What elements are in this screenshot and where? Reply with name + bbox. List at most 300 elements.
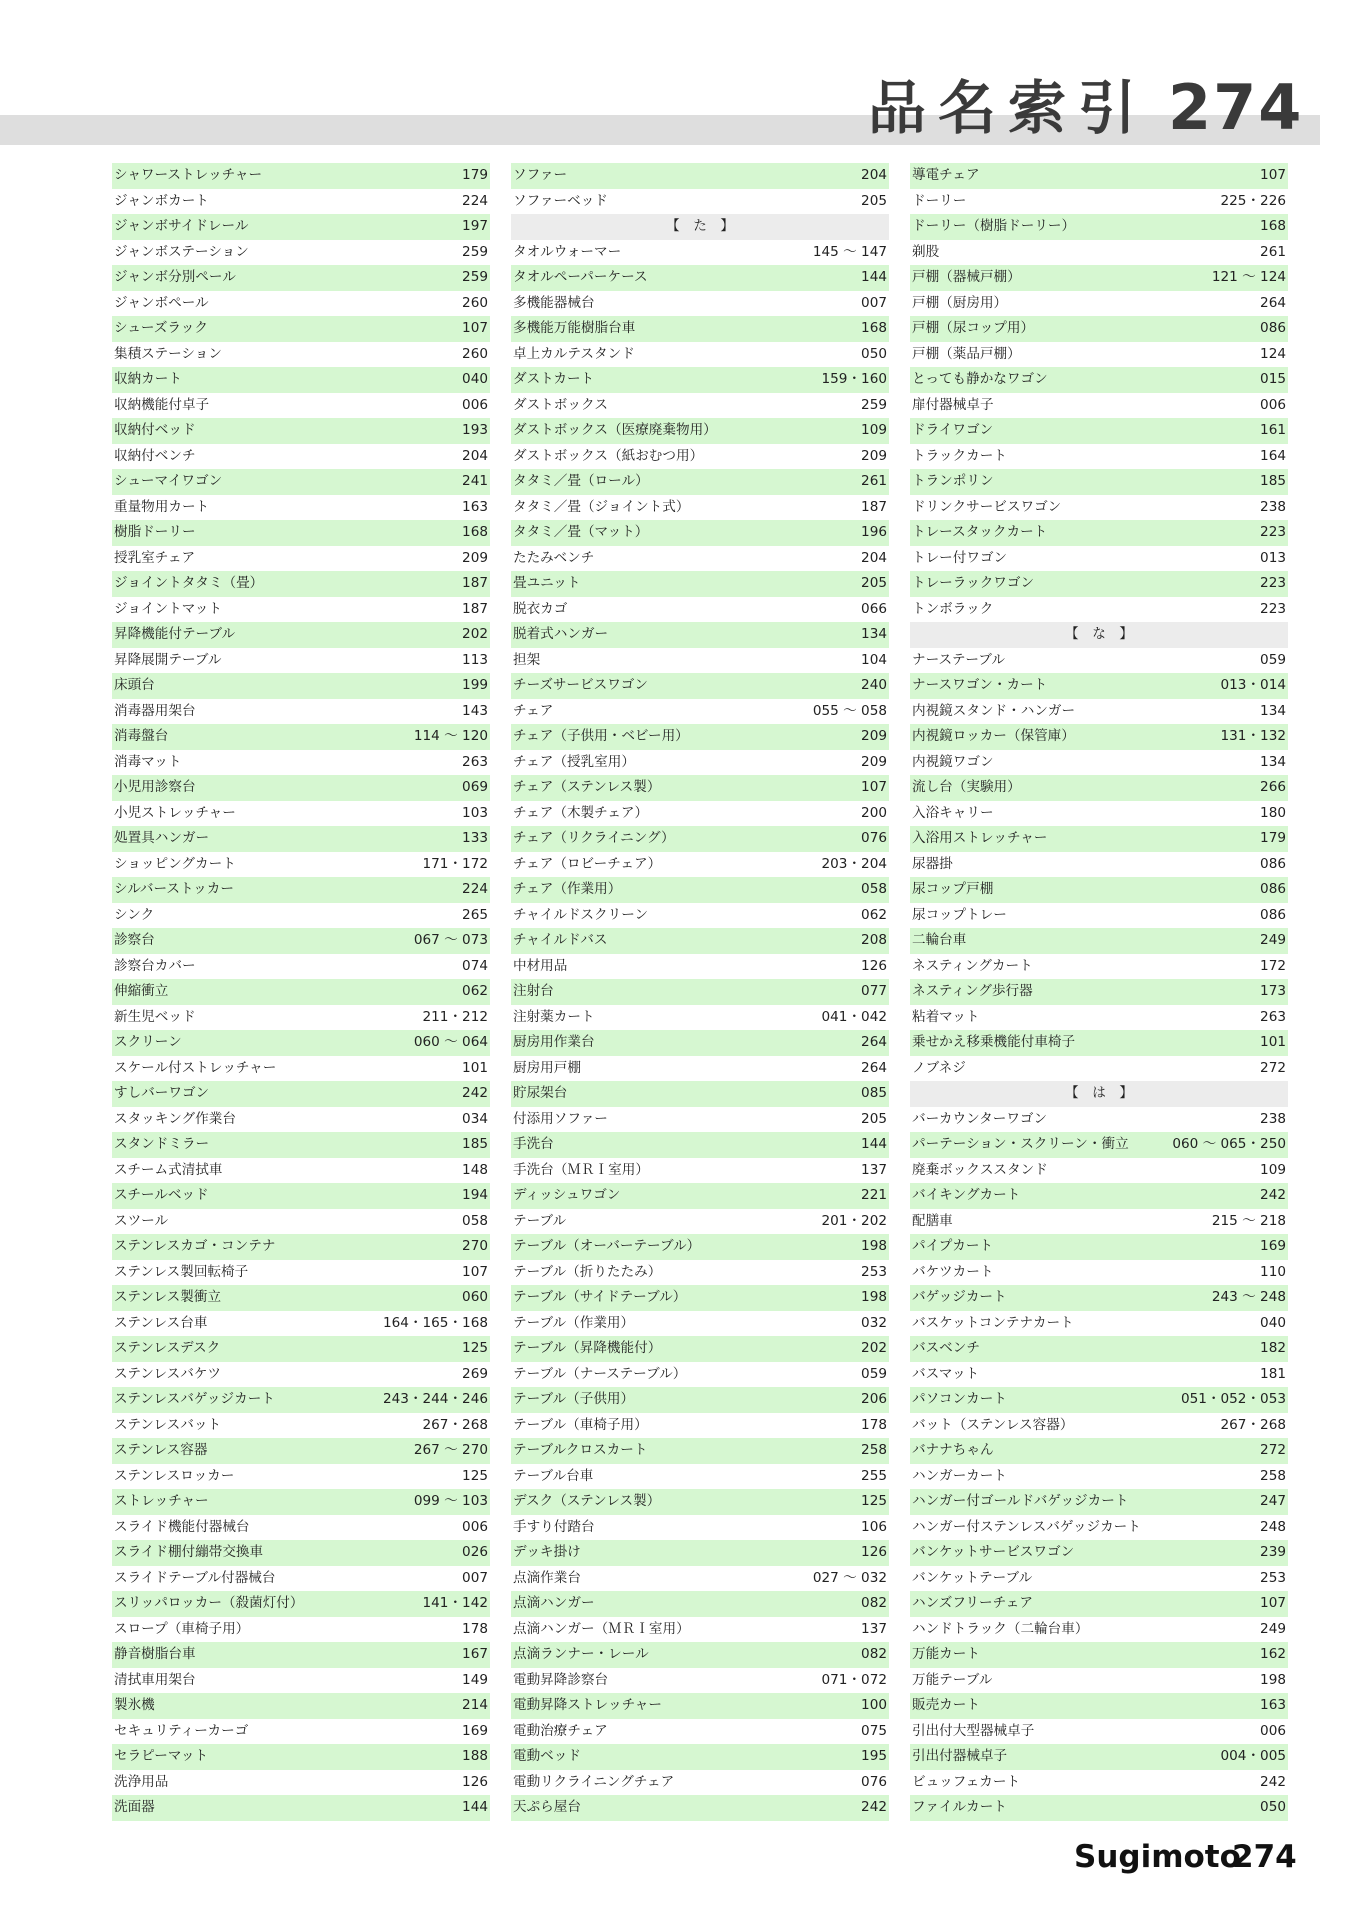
entry-page-ref: 202 xyxy=(861,1340,887,1356)
entry-name: ダストボックス xyxy=(513,396,609,413)
entry-name: 消毒器用架台 xyxy=(114,702,196,719)
section-heading-label: 【 は 】 xyxy=(1065,1085,1133,1101)
entry-name: 配膳車 xyxy=(912,1212,953,1229)
entry-name: テーブル（ナーステーブル） xyxy=(513,1365,687,1382)
index-entry xyxy=(910,1107,1288,1133)
entry-page-ref: 055 ～ 058 xyxy=(812,702,887,719)
entry-name: デスク（ステンレス製） xyxy=(513,1493,661,1509)
entry-name: ネスティング歩行器 xyxy=(912,983,1033,999)
index-entry xyxy=(112,546,490,572)
entry-page-ref: 137 xyxy=(861,1620,887,1637)
entry-name: ステンレス容器 xyxy=(114,1442,208,1458)
entry-page-ref: 264 xyxy=(861,1034,887,1050)
index-entry xyxy=(112,1438,490,1464)
entry-name: 脱衣カゴ xyxy=(513,600,568,617)
entry-page-ref: 143 xyxy=(462,702,488,719)
entry-name: 新生児ベッド xyxy=(114,1008,196,1025)
entry-name: チャイルドバス xyxy=(513,932,608,948)
entry-name: バゲッジカート xyxy=(912,1289,1007,1305)
entry-name: ナースワゴン・カート xyxy=(912,677,1048,693)
entry-page-ref: 164・165・168 xyxy=(382,1314,488,1331)
entry-page-ref: 026 xyxy=(462,1544,488,1560)
index-entry xyxy=(511,1438,889,1464)
entry-name: バケツカート xyxy=(912,1263,994,1280)
entry-name: テーブルクロスカート xyxy=(513,1442,648,1458)
entry-page-ref: 050 xyxy=(1260,1799,1286,1815)
entry-page-ref: 060 xyxy=(462,1289,488,1305)
entry-name: 中材用品 xyxy=(513,957,568,974)
entry-name: 収納付ベンチ xyxy=(114,447,196,464)
index-entry xyxy=(112,342,490,368)
entry-page-ref: 270 xyxy=(462,1238,488,1254)
entry-page-ref: 225・226 xyxy=(1220,192,1286,209)
entry-name: テーブル（子供用） xyxy=(513,1391,635,1407)
index-entry xyxy=(511,1132,889,1158)
index-entry xyxy=(910,495,1288,521)
index-entry xyxy=(511,1617,889,1643)
header-page-number: 274 xyxy=(1168,71,1304,144)
index-column-3 xyxy=(910,163,1288,1821)
entry-page-ref: 259 xyxy=(462,243,488,260)
index-entry xyxy=(112,1617,490,1643)
entry-name: ソファーベッド xyxy=(513,192,608,209)
entry-name: 集積ステーション xyxy=(114,345,222,362)
entry-name: チェア xyxy=(513,702,554,719)
entry-page-ref: 169 xyxy=(1260,1238,1286,1254)
entry-page-ref: 114 ～ 120 xyxy=(413,728,488,744)
entry-page-ref: 258 xyxy=(861,1442,887,1458)
entry-name: 注射薬カート xyxy=(513,1008,595,1025)
index-entry xyxy=(112,571,490,597)
entry-name: パイプカート xyxy=(912,1238,994,1254)
index-entry xyxy=(910,1183,1288,1209)
entry-page-ref: 195 xyxy=(861,1748,887,1764)
entry-page-ref: 163 xyxy=(1260,1697,1286,1713)
entry-page-ref: 159・160 xyxy=(821,371,887,387)
index-entry xyxy=(511,1107,889,1133)
entry-page-ref: 161 xyxy=(1260,422,1286,438)
entry-name: 樹脂ドーリー xyxy=(114,524,196,540)
entry-page-ref: 214 xyxy=(462,1697,488,1713)
index-entry xyxy=(910,393,1288,419)
entry-page-ref: 085 xyxy=(861,1085,887,1101)
entry-page-ref: 247 xyxy=(1260,1493,1286,1509)
index-entry xyxy=(910,367,1288,393)
entry-page-ref: 062 xyxy=(462,983,488,999)
entry-page-ref: 149 xyxy=(462,1671,488,1688)
entry-page-ref: 126 xyxy=(861,1544,887,1560)
entry-page-ref: 267 ～ 270 xyxy=(413,1442,488,1458)
index-entry xyxy=(511,571,889,597)
entry-page-ref: 185 xyxy=(1260,473,1286,489)
index-entry xyxy=(910,571,1288,597)
entry-page-ref: 077 xyxy=(861,983,887,999)
entry-page-ref: 239 xyxy=(1260,1544,1286,1560)
index-columns xyxy=(112,163,1288,1821)
entry-name: ビュッフェカート xyxy=(912,1773,1021,1790)
entry-page-ref: 013 xyxy=(1260,549,1286,566)
entry-name: シルバーストッカー xyxy=(114,881,234,897)
entry-name: デッキ掛け xyxy=(513,1544,581,1560)
entry-page-ref: 238 xyxy=(1260,1110,1286,1127)
entry-page-ref: 179 xyxy=(1260,830,1286,846)
index-entry xyxy=(511,673,889,699)
index-entry xyxy=(511,265,889,291)
index-entry xyxy=(112,1285,490,1311)
index-entry xyxy=(910,979,1288,1005)
index-entry xyxy=(511,1668,889,1694)
entry-page-ref: 198 xyxy=(861,1289,887,1305)
entry-page-ref: 196 xyxy=(861,524,887,540)
index-entry xyxy=(511,520,889,546)
entry-name: 洗浄用品 xyxy=(114,1773,169,1790)
entry-name: 尿コップ戸棚 xyxy=(912,881,994,897)
index-entry xyxy=(511,826,889,852)
entry-name: 尿器掛 xyxy=(912,855,953,872)
entry-name: スライドテーブル付器械台 xyxy=(114,1569,276,1586)
entry-name: とっても静かなワゴン xyxy=(912,371,1048,387)
index-entry xyxy=(910,1336,1288,1362)
index-entry xyxy=(112,801,490,827)
index-entry xyxy=(112,1566,490,1592)
entry-page-ref: 171・172 xyxy=(422,855,488,872)
entry-name: 収納付ベッド xyxy=(114,422,196,438)
entry-page-ref: 179 xyxy=(462,167,488,183)
index-entry xyxy=(910,1438,1288,1464)
entry-page-ref: 034 xyxy=(462,1110,488,1127)
index-entry xyxy=(910,852,1288,878)
entry-page-ref: 168 xyxy=(1260,218,1286,234)
entry-page-ref: 261 xyxy=(861,473,887,489)
entry-name: スタンドミラー xyxy=(114,1136,210,1152)
index-entry xyxy=(511,393,889,419)
entry-name: タタミ／畳（マット） xyxy=(513,524,649,540)
entry-name: チェア（子供用・ベビー用） xyxy=(513,728,689,744)
index-entry xyxy=(910,1566,1288,1592)
index-entry xyxy=(910,1260,1288,1286)
entry-name: ネスティングカート xyxy=(912,957,1033,974)
entry-name: 電動昇降診察台 xyxy=(513,1671,609,1688)
index-entry xyxy=(910,775,1288,801)
index-entry xyxy=(511,189,889,215)
index-entry xyxy=(910,1668,1288,1694)
entry-name: テーブル（折りたたみ） xyxy=(513,1263,662,1280)
entry-page-ref: 168 xyxy=(861,320,887,336)
entry-page-ref: 264 xyxy=(1260,294,1286,311)
entry-page-ref: 242 xyxy=(861,1799,887,1815)
entry-page-ref: 264 xyxy=(861,1059,887,1076)
entry-page-ref: 204 xyxy=(861,549,887,566)
index-entry xyxy=(511,316,889,342)
section-heading-label: 【 た 】 xyxy=(666,218,734,234)
entry-name: ハンガー付ゴールドバゲッジカート xyxy=(912,1493,1129,1509)
entry-name: 手洗台（ＭＲＩ室用） xyxy=(513,1161,649,1178)
entry-name: 消毒盤台 xyxy=(114,728,169,744)
index-entry xyxy=(112,1489,490,1515)
index-column-2 xyxy=(511,163,889,1821)
entry-page-ref: 032 xyxy=(861,1314,887,1331)
entry-page-ref: 006 xyxy=(1260,396,1286,413)
entry-page-ref: 187 xyxy=(462,575,488,591)
index-entry xyxy=(112,673,490,699)
entry-page-ref: 137 xyxy=(861,1161,887,1178)
entry-page-ref: 209 xyxy=(462,549,488,566)
index-entry xyxy=(511,750,889,776)
entry-name: 入浴キャリー xyxy=(912,804,994,821)
entry-name: ステンレスバゲッジカート xyxy=(114,1391,275,1407)
entry-page-ref: 148 xyxy=(462,1161,488,1178)
entry-page-ref: 269 xyxy=(462,1365,488,1382)
index-entry xyxy=(511,291,889,317)
index-entry xyxy=(910,1132,1288,1158)
index-entry xyxy=(112,1081,490,1107)
entry-name: 卓上カルテスタンド xyxy=(513,345,635,362)
index-entry xyxy=(112,1260,490,1286)
entry-name: スライド棚付繃帯交換車 xyxy=(114,1544,264,1560)
entry-page-ref: 162 xyxy=(1260,1646,1286,1662)
entry-page-ref: 243・244・246 xyxy=(382,1391,488,1407)
entry-page-ref: 082 xyxy=(861,1595,887,1611)
entry-page-ref: 259 xyxy=(861,396,887,413)
entry-name: ステンレス製衝立 xyxy=(114,1289,222,1305)
entry-name: スクリーン xyxy=(114,1034,182,1050)
entry-page-ref: 059 xyxy=(1260,651,1286,668)
entry-page-ref: 266 xyxy=(1260,779,1286,795)
entry-name: 伸縮衝立 xyxy=(114,983,169,999)
entry-name: トレースタックカート xyxy=(912,524,1048,540)
entry-page-ref: 134 xyxy=(1260,702,1286,719)
index-entry xyxy=(910,1413,1288,1439)
entry-name: 電動昇降ストレッチャー xyxy=(513,1697,662,1713)
entry-name: スライド機能付器械台 xyxy=(114,1518,250,1535)
entry-page-ref: 015 xyxy=(1260,371,1286,387)
index-entry xyxy=(112,367,490,393)
entry-page-ref: 006 xyxy=(462,396,488,413)
entry-page-ref: 187 xyxy=(861,498,887,515)
entry-page-ref: 164 xyxy=(1260,447,1286,464)
entry-page-ref: 185 xyxy=(462,1136,488,1152)
entry-name: バット（ステンレス容器） xyxy=(912,1416,1074,1433)
entry-name: 注射台 xyxy=(513,983,554,999)
index-entry xyxy=(511,1260,889,1286)
entry-name: 多機能器械台 xyxy=(513,294,595,311)
index-entry xyxy=(910,1030,1288,1056)
entry-name: タオルウォーマー xyxy=(513,243,622,260)
entry-page-ref: 101 xyxy=(462,1059,488,1076)
entry-name: チェア（ステンレス製） xyxy=(513,779,661,795)
entry-name: ダストボックス（医療廃棄物用） xyxy=(513,422,717,438)
entry-name: 販売カート xyxy=(912,1697,980,1713)
entry-page-ref: 223 xyxy=(1260,524,1286,540)
entry-page-ref: 074 xyxy=(462,957,488,974)
entry-page-ref: 107 xyxy=(462,320,488,336)
entry-page-ref: 242 xyxy=(462,1085,488,1101)
entry-name: ファイルカート xyxy=(912,1799,1007,1815)
index-entry xyxy=(910,877,1288,903)
index-entry xyxy=(910,316,1288,342)
index-entry xyxy=(511,367,889,393)
entry-name: ダストカート xyxy=(513,371,595,387)
index-entry xyxy=(511,1234,889,1260)
entry-page-ref: 265 xyxy=(462,906,488,923)
entry-name: ジャンボサイドレール xyxy=(114,218,249,234)
entry-page-ref: 051・052・053 xyxy=(1180,1391,1286,1407)
entry-page-ref: 193 xyxy=(462,422,488,438)
index-entry xyxy=(112,1719,490,1745)
entry-page-ref: 209 xyxy=(861,753,887,770)
index-column-1 xyxy=(112,163,490,1821)
entry-name: チェア（作業用） xyxy=(513,881,622,897)
entry-page-ref: 100 xyxy=(861,1697,887,1713)
entry-name: テーブル xyxy=(513,1212,567,1229)
entry-page-ref: 180 xyxy=(1260,804,1286,821)
index-entry xyxy=(112,469,490,495)
index-entry xyxy=(910,699,1288,725)
page-title: 品名索引 xyxy=(868,74,1149,142)
entry-name: ステンレス製回転椅子 xyxy=(114,1263,249,1280)
entry-name: 診察台 xyxy=(114,932,155,948)
index-entry xyxy=(112,1336,490,1362)
entry-page-ref: 126 xyxy=(462,1773,488,1790)
entry-name: 引出付器械卓子 xyxy=(912,1748,1008,1764)
entry-name: 手すり付踏台 xyxy=(513,1518,595,1535)
entry-page-ref: 086 xyxy=(1260,320,1286,336)
index-entry xyxy=(910,546,1288,572)
entry-name: ノブネジ xyxy=(912,1059,966,1076)
entry-page-ref: 075 xyxy=(861,1722,887,1739)
entry-page-ref: 223 xyxy=(1260,600,1286,617)
entry-name: セキュリティーカーゴ xyxy=(114,1722,249,1739)
entry-name: シンク xyxy=(114,906,155,923)
index-entry xyxy=(112,520,490,546)
index-entry xyxy=(910,1540,1288,1566)
entry-name: バンケットサービスワゴン xyxy=(912,1544,1075,1560)
index-entry xyxy=(511,1336,889,1362)
index-entry xyxy=(112,724,490,750)
index-entry xyxy=(910,1362,1288,1388)
index-entry xyxy=(910,520,1288,546)
entry-name: 処置具ハンガー xyxy=(114,830,210,846)
entry-name: 扉付器械卓子 xyxy=(912,396,994,413)
entry-name: 戸棚（薬品戸棚） xyxy=(912,345,1021,362)
entry-name: 電動リクライニングチェア xyxy=(513,1773,675,1790)
entry-page-ref: 040 xyxy=(1260,1314,1286,1331)
entry-page-ref: 107 xyxy=(1260,167,1286,183)
index-entry xyxy=(112,1795,490,1821)
entry-name: ハンドトラック（二輪台車） xyxy=(912,1620,1089,1637)
entry-name: 畳ユニット xyxy=(513,575,581,591)
entry-name: パソコンカート xyxy=(912,1391,1007,1407)
entry-name: 厨房用作業台 xyxy=(513,1034,595,1050)
entry-page-ref: 131・132 xyxy=(1220,728,1286,744)
entry-name: 洗面器 xyxy=(114,1799,155,1815)
entry-name: シューズラック xyxy=(114,320,208,336)
entry-page-ref: 125 xyxy=(462,1467,488,1484)
index-entry xyxy=(112,775,490,801)
entry-name: スケール付ストレッチャー xyxy=(114,1059,277,1076)
entry-page-ref: 107 xyxy=(861,779,887,795)
index-entry xyxy=(511,1081,889,1107)
index-section-heading xyxy=(910,1081,1288,1107)
index-entry xyxy=(910,291,1288,317)
entry-name: ステンレスカゴ・コンテナ xyxy=(114,1238,276,1254)
entry-name: トレー付ワゴン xyxy=(912,549,1008,566)
index-entry xyxy=(112,1413,490,1439)
index-entry xyxy=(511,775,889,801)
index-entry xyxy=(112,622,490,648)
index-entry xyxy=(910,240,1288,266)
index-entry xyxy=(910,724,1288,750)
index-entry xyxy=(910,1387,1288,1413)
entry-page-ref: 187 xyxy=(462,600,488,617)
entry-page-ref: 209 xyxy=(861,447,887,464)
entry-name: 収納機能付卓子 xyxy=(114,396,210,413)
index-entry xyxy=(112,1234,490,1260)
entry-page-ref: 249 xyxy=(1260,932,1286,948)
index-entry xyxy=(511,699,889,725)
index-entry xyxy=(112,1005,490,1031)
index-entry xyxy=(511,469,889,495)
entry-page-ref: 113 xyxy=(462,651,488,668)
entry-page-ref: 238 xyxy=(1260,498,1286,515)
entry-name: 点滴ハンガー（ＭＲＩ室用） xyxy=(513,1620,690,1637)
entry-name: 戸棚（厨房用） xyxy=(912,294,1008,311)
entry-name: 清拭車用架台 xyxy=(114,1671,196,1688)
index-entry xyxy=(112,1209,490,1235)
index-entry xyxy=(112,1158,490,1184)
entry-name: ハンガーカート xyxy=(912,1467,1007,1484)
index-entry xyxy=(112,1387,490,1413)
entry-name: バスベンチ xyxy=(912,1340,980,1356)
entry-name: ダストボックス（紙おむつ用） xyxy=(513,447,704,464)
entry-page-ref: 076 xyxy=(861,830,887,846)
entry-page-ref: 058 xyxy=(861,881,887,897)
entry-name: トンボラック xyxy=(912,600,994,617)
entry-page-ref: 106 xyxy=(861,1518,887,1535)
entry-name: ジャンボカート xyxy=(114,192,209,209)
index-entry xyxy=(112,699,490,725)
entry-name: ソファー xyxy=(513,167,568,183)
entry-name: 多機能万能樹脂台車 xyxy=(513,320,636,336)
entry-name: テーブル（車椅子用） xyxy=(513,1416,648,1433)
entry-page-ref: 209 xyxy=(861,728,887,744)
index-entry xyxy=(910,1744,1288,1770)
entry-name: スロープ（車椅子用） xyxy=(114,1620,250,1637)
entry-page-ref: 121 ～ 124 xyxy=(1211,269,1286,285)
index-section-heading xyxy=(910,622,1288,648)
index-entry xyxy=(511,240,889,266)
entry-page-ref: 040 xyxy=(462,371,488,387)
entry-name: 重量物用カート xyxy=(114,498,210,515)
entry-name: テーブル台車 xyxy=(513,1467,594,1484)
entry-name: 小児用診察台 xyxy=(114,779,196,795)
index-entry xyxy=(910,1617,1288,1643)
entry-name: 小児ストレッチャー xyxy=(114,804,236,821)
entry-page-ref: 255 xyxy=(861,1467,887,1484)
entry-name: ハンズフリーチェア xyxy=(912,1595,1033,1611)
index-entry xyxy=(112,1693,490,1719)
index-entry xyxy=(910,1642,1288,1668)
entry-page-ref: 178 xyxy=(462,1620,488,1637)
entry-page-ref: 259 xyxy=(462,269,488,285)
index-entry xyxy=(910,1209,1288,1235)
entry-page-ref: 208 xyxy=(861,932,887,948)
entry-page-ref: 215 ～ 218 xyxy=(1211,1212,1286,1229)
index-entry xyxy=(112,648,490,674)
index-entry xyxy=(910,214,1288,240)
index-entry xyxy=(112,316,490,342)
entry-name: バイキングカート xyxy=(912,1187,1021,1203)
